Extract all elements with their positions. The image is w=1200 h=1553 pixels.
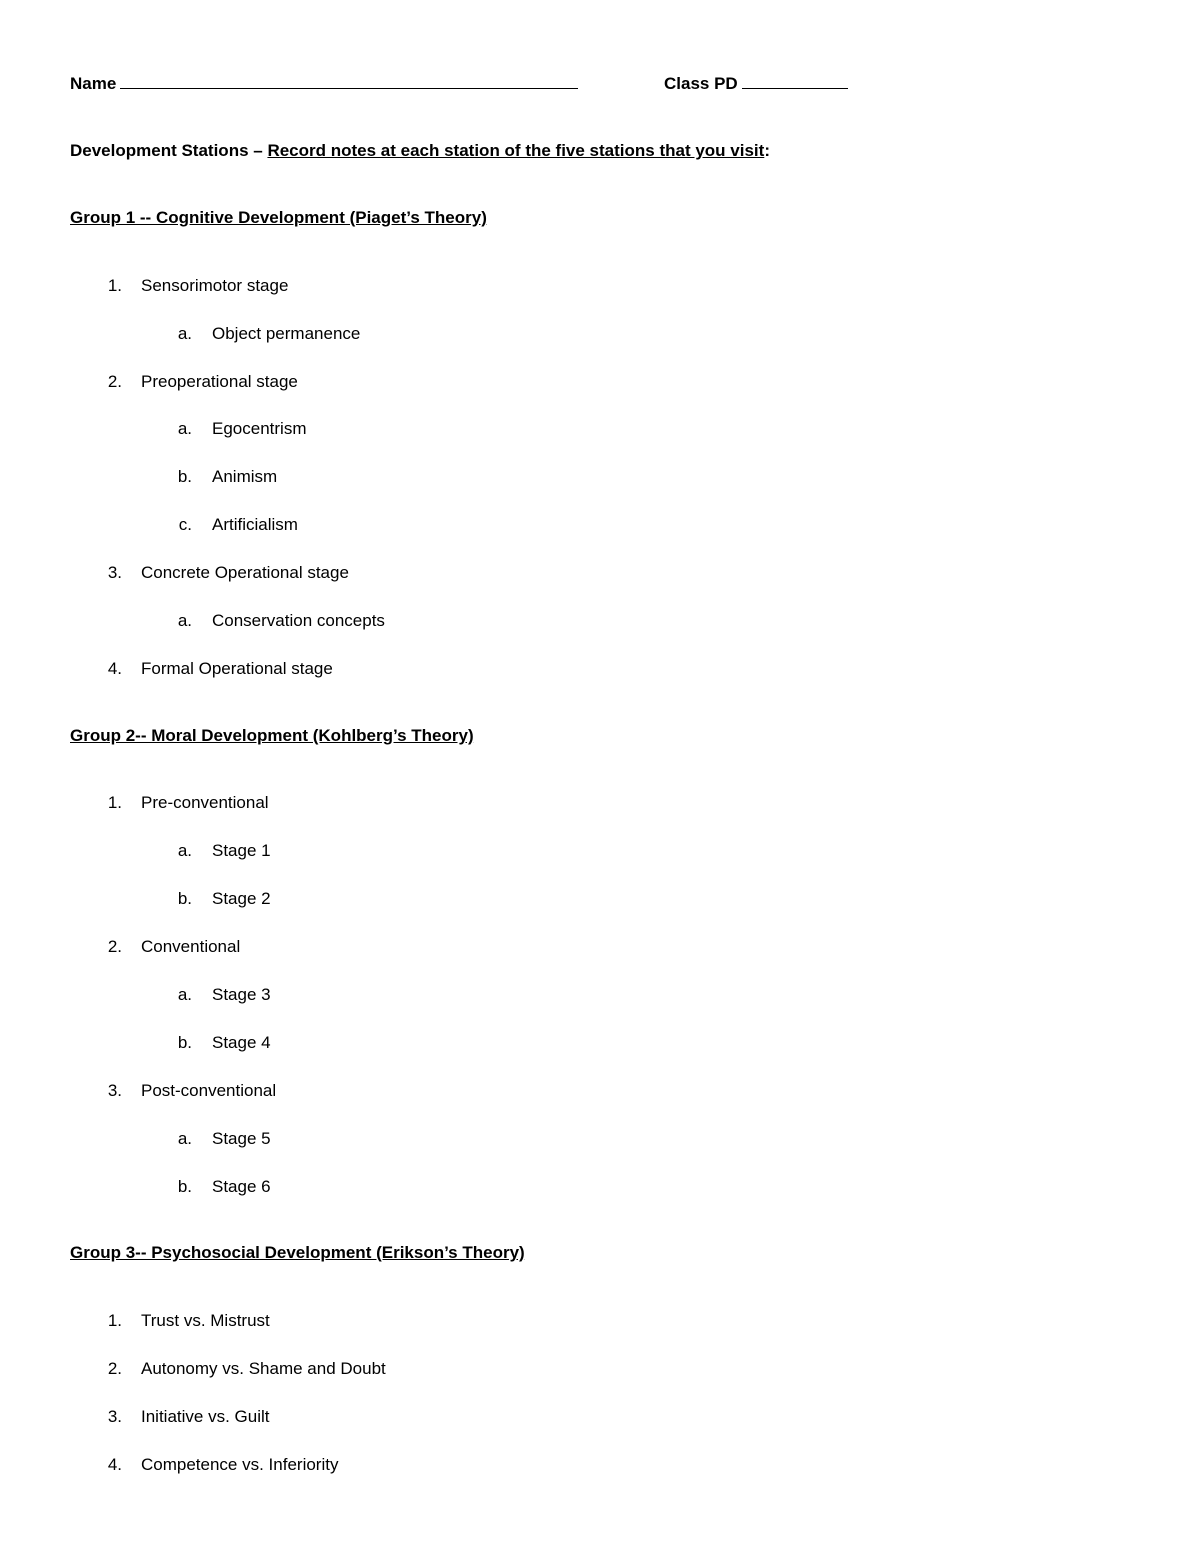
list-letter: a. (177, 324, 192, 343)
list-item: Post-conventional (141, 1081, 277, 1100)
list-item: Autonomy vs. Shame and Doubt (141, 1359, 386, 1378)
list-number: 1. (107, 276, 122, 295)
list-subitem: Conservation concepts (212, 611, 385, 630)
list-number: 4. (107, 1455, 122, 1474)
class-period-blank-line[interactable] (742, 73, 848, 89)
list-subitem: Stage 4 (212, 1033, 271, 1052)
instructions-suffix: : (764, 141, 770, 160)
list-subitem: Stage 5 (212, 1129, 271, 1148)
list-subitem: Artificialism (212, 515, 298, 534)
list-subitem: Animism (212, 467, 278, 486)
group3-heading: Group 3-- Psychosocial Development (Erikson’s Theory) (70, 1243, 525, 1262)
list-letter: a. (177, 1129, 192, 1148)
list-item: Initiative vs. Guilt (141, 1407, 270, 1426)
class-period-field[interactable] (664, 73, 848, 94)
list-subitem: Egocentrism (212, 419, 307, 438)
list-letter: a. (177, 841, 192, 860)
list-letter: b. (177, 1033, 192, 1052)
list-number: 2. (107, 1359, 122, 1378)
list-letter: b. (177, 467, 192, 486)
list-letter: a. (177, 419, 192, 438)
list-subitem: Object permanence (212, 324, 361, 343)
list-item: Preoperational stage (141, 372, 298, 391)
list-number: 2. (107, 937, 122, 956)
group1-heading: Group 1 -- Cognitive Development (Piaget’s Theory) (70, 208, 487, 227)
list-number: 3. (107, 1081, 122, 1100)
instructions (70, 141, 770, 161)
list-number: 3. (107, 1407, 122, 1426)
list-subitem: Stage 2 (212, 889, 271, 908)
list-letter: b. (177, 1177, 192, 1196)
list-number: 2. (107, 372, 122, 391)
instructions-prefix: Development Stations – (70, 141, 268, 160)
list-number: 4. (107, 659, 122, 678)
list-subitem: Stage 1 (212, 841, 271, 860)
list-item: Conventional (141, 937, 241, 956)
group2-heading: Group 2-- Moral Development (Kohlberg’s Theory) (70, 726, 474, 745)
list-letter: b. (177, 889, 192, 908)
name-blank-line[interactable] (120, 73, 578, 89)
class-period-label: Class PD (664, 74, 738, 93)
list-letter: c. (178, 515, 192, 534)
list-number: 1. (107, 793, 122, 812)
name-field[interactable] (70, 73, 578, 94)
list-item: Competence vs. Inferiority (141, 1455, 339, 1474)
instructions-text: Record notes at each station of the five stations that you visit (267, 141, 765, 160)
list-number: 3. (107, 563, 122, 582)
name-label: Name (70, 74, 117, 93)
list-item: Formal Operational stage (141, 659, 333, 678)
list-item: Concrete Operational stage (141, 563, 349, 582)
list-number: 1. (107, 1311, 122, 1330)
list-subitem: Stage 6 (212, 1177, 271, 1196)
list-item: Sensorimotor stage (141, 276, 289, 295)
list-letter: a. (177, 985, 192, 1004)
list-subitem: Stage 3 (212, 985, 271, 1004)
list-letter: a. (177, 611, 192, 630)
list-item: Pre-conventional (141, 793, 269, 812)
list-item: Trust vs. Mistrust (141, 1311, 270, 1330)
